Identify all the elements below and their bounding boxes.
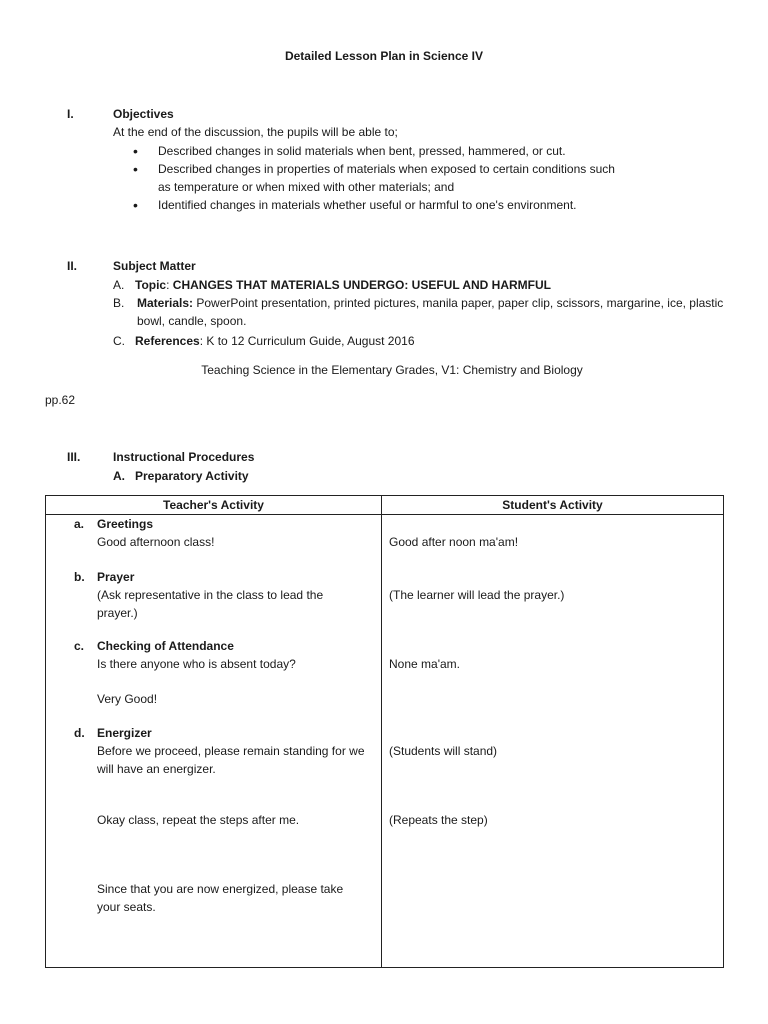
procedures-heading: Instructional Procedures bbox=[113, 450, 255, 464]
student-activity-cell bbox=[382, 515, 724, 968]
student-activity-header: Student's Activity bbox=[382, 496, 724, 515]
attendance-student-text: None ma'am. bbox=[389, 657, 460, 671]
energizer-letter: d. bbox=[74, 726, 85, 740]
teacher-activity-header: Teacher's Activity bbox=[46, 496, 382, 515]
objectives-intro: At the end of the discussion, the pupils will be able to; bbox=[113, 125, 398, 139]
prayer-teacher-text: (Ask representative in the class to lead the prayer.) bbox=[97, 588, 324, 620]
prayer-letter: b. bbox=[74, 570, 85, 584]
materials-letter-wrap bbox=[113, 294, 135, 312]
attendance-heading: Checking of Attendance bbox=[97, 639, 234, 653]
energizer-student-repeat: (Repeats the step) bbox=[389, 813, 488, 827]
objectives-list bbox=[113, 142, 673, 214]
topic-value: CHANGES THAT MATERIALS UNDERGO: USEFUL AND HARMFUL bbox=[172, 278, 552, 292]
greetings-heading: Greetings bbox=[97, 517, 154, 531]
attendance-teacher-praise: Very Good! bbox=[97, 692, 158, 706]
prayer-heading: Prayer bbox=[97, 570, 135, 584]
attendance-letter: c. bbox=[74, 639, 85, 653]
teacher-activity-cell bbox=[46, 515, 382, 968]
attendance-teacher-question: Is there anyone who is absent today? bbox=[97, 657, 296, 671]
page-title: Detailed Lesson Plan in Science IV bbox=[284, 49, 484, 63]
preparatory-letter: A. bbox=[113, 469, 125, 483]
subject-matter-numeral: II. bbox=[67, 259, 78, 273]
topic-separator: : bbox=[166, 278, 170, 292]
references-letter: C. bbox=[113, 334, 125, 348]
energizer-student-stand: (Students will stand) bbox=[389, 744, 498, 758]
preparatory-activity-line bbox=[113, 467, 249, 485]
materials-letter: B. bbox=[113, 296, 125, 310]
objective-item: • Identified changes in materials whether useful or harmful to one's environment. bbox=[113, 196, 673, 214]
objective-item: • Described changes in solid materials when bent, pressed, hammered, or cut. bbox=[113, 142, 673, 160]
materials-label: Materials: bbox=[137, 296, 194, 310]
table-row bbox=[46, 515, 724, 968]
objectives-heading: Objectives bbox=[113, 107, 174, 121]
greetings-student-text: Good after noon ma'am! bbox=[389, 535, 519, 549]
energizer-teacher-intro: Before we proceed, please remain standing for we will have an energizer. bbox=[97, 744, 365, 776]
prayer-student-text: (The learner will lead the prayer.) bbox=[389, 588, 565, 602]
activity-table bbox=[45, 495, 724, 968]
objective-item: • Described changes in properties of materials when exposed to certain conditions such as temperature or when mixed with other materials; and bbox=[113, 160, 673, 196]
materials-line bbox=[137, 294, 727, 330]
references-label: References bbox=[135, 334, 200, 348]
topic-line bbox=[113, 276, 733, 294]
references-line bbox=[113, 332, 733, 350]
materials-value: PowerPoint presentation, printed pictures, manila paper, paper clip, scissors, margarine, ice, plastic bowl, candle, spoon. bbox=[137, 296, 724, 328]
subject-matter-heading: Subject Matter bbox=[113, 259, 196, 273]
greetings-letter: a. bbox=[74, 517, 85, 531]
procedures-numeral: III. bbox=[67, 450, 81, 464]
greetings-teacher-text: Good afternoon class! bbox=[97, 535, 215, 549]
objectives-numeral: I. bbox=[67, 107, 74, 121]
table-header-row bbox=[46, 496, 724, 515]
energizer-heading: Energizer bbox=[97, 726, 152, 740]
topic-label: Topic bbox=[135, 278, 167, 292]
references-value: : K to 12 Curriculum Guide, August 2016 bbox=[199, 334, 415, 348]
topic-letter: A. bbox=[113, 278, 125, 292]
reference-extra: Teaching Science in the Elementary Grades, V1: Chemistry and Biology bbox=[201, 363, 583, 377]
energizer-teacher-seats: Since that you are now energized, please take your seats. bbox=[97, 882, 344, 914]
energizer-teacher-repeat: Okay class, repeat the steps after me. bbox=[97, 813, 300, 827]
preparatory-heading: Preparatory Activity bbox=[135, 469, 249, 483]
reference-pages: pp.62 bbox=[45, 393, 76, 407]
